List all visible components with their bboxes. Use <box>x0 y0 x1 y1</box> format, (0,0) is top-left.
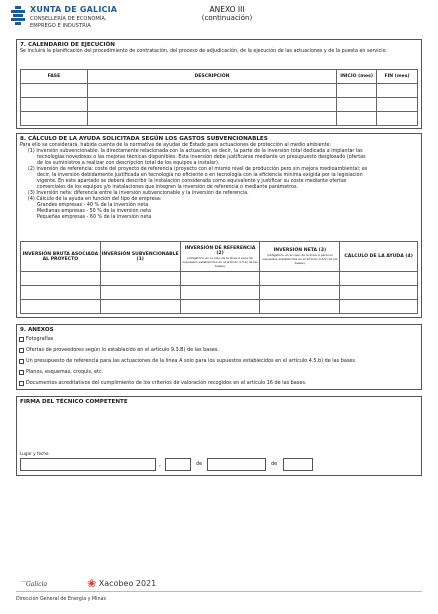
table-row <box>21 112 418 126</box>
place-input[interactable] <box>20 458 156 471</box>
checkbox[interactable] <box>19 348 24 353</box>
amount-cell[interactable] <box>180 286 260 300</box>
descripcion-cell[interactable] <box>87 112 336 126</box>
column-note: (obligatorio en el caso de la línea A para los supuestos establecidos en el artículo 4.5.b) de las bases) <box>182 255 258 268</box>
checkbox[interactable] <box>19 381 24 386</box>
column-header-gross-investment: INVERSIÓN BRUTA ASOCIADA AL PROYECTO <box>21 242 101 272</box>
item-line: vigente. En este apartado se deberá describir la instalación considerada como equivalente y justificar su coste mediante ofertas <box>37 179 347 184</box>
galicia-logo: ⌒Galicia <box>20 581 48 588</box>
section-9-title: 9. ANEXOS <box>20 327 54 333</box>
item-line: (1) Inversión subvencionable: la directamente relacionada con la actuación, es decir, la parte de la inversión total dedicada a implantar las <box>28 149 363 154</box>
year-input[interactable] <box>283 458 313 471</box>
section-7-description: Se incluirá la planificación del procedimiento de contratación, del proceso de adjudicación, de la ejecución de las actuaciones y de la puesta en servicio. <box>20 49 387 54</box>
department-line-1: CONSELLERÍA DE ECONOMÍA, <box>30 16 107 22</box>
item-line: decir, la inversión debidamente justificada en tecnología no eficiente o en tecnología con la eficiencia mínima exigida por la legislación <box>37 173 363 178</box>
amount-cell[interactable] <box>21 300 101 314</box>
item-line: (2) Inversión de referencia: coste del proyecto de referencia (proyecto con el mismo nivel de producción pero sin mejora medioambiental; es <box>28 167 368 172</box>
annex-item-supporting-documents: Documentos acreditativos del cumplimiento de los criterios de valoración recogidos en el artículo 16 de las bases. <box>17 378 421 389</box>
table-row <box>21 98 418 112</box>
signature-title: FIRMA DEL TÉCNICO COMPETENTE <box>20 399 128 405</box>
checkbox[interactable] <box>19 370 24 375</box>
table-row <box>21 300 418 314</box>
fase-cell[interactable] <box>21 112 88 126</box>
amount-cell[interactable] <box>260 300 340 314</box>
column-header-aid-calculation: CÁLCULO DE LA AYUDA (4) <box>340 242 418 272</box>
xacobeo-flower-icon: ❀ <box>87 577 97 590</box>
amount-cell[interactable] <box>21 286 101 300</box>
section-8-title: 8. CÁLCULO DE LA AYUDA SOLICITADA SEGÚN LOS GASTOS SUBVENCIONABLES <box>20 136 268 142</box>
annex-title: ANEXO III <box>209 5 245 14</box>
section-calendar <box>16 39 422 129</box>
inicio-cell[interactable] <box>337 84 377 98</box>
xunta-name: XUNTA DE GALICIA <box>30 5 118 14</box>
column-header-descripcion: DESCRIPCIÓN <box>87 70 336 84</box>
descripcion-cell[interactable] <box>87 84 336 98</box>
annex-item-photos: Fotografías <box>17 334 421 345</box>
amount-cell[interactable] <box>100 300 180 314</box>
amount-cell[interactable] <box>180 300 260 314</box>
month-input[interactable] <box>207 458 266 471</box>
annex-item-reference-budget: Un presupuesto de referencia para las actuaciones de la línea A solo para los supuestos establecidos en el artículo 4.5.b) de las bases. <box>17 356 421 367</box>
annex-item-plans: Planos, esquemas, croquis, etc. <box>17 367 421 378</box>
table-row <box>21 286 418 300</box>
column-header-fin: FIN (mes) <box>377 70 418 84</box>
day-input[interactable] <box>165 458 191 471</box>
footer-divider <box>16 591 422 592</box>
fin-cell[interactable] <box>377 84 418 98</box>
column-note: (obligatorio en el caso de la línea A para los supuestos establecidos en el artículo 4.5.b) de las bases) <box>262 253 338 265</box>
annex-item-offers: Ofertas de proveedores según lo establecido en el artículo 9.3.B) de las bases. <box>17 345 421 356</box>
item-line: Grandes empresas - 40 % de la inversión neta <box>37 203 149 208</box>
section-aid-calculation <box>16 133 422 318</box>
section-7-title: 7. CALENDARIO DE EJECUCIÓN <box>20 42 115 48</box>
column-header-eligible-investment: INVERSIÓN SUBVENCIONABLE (1) <box>100 242 180 272</box>
department-line-2: EMPREGO E INDUSTRIA <box>30 23 91 29</box>
fase-cell[interactable] <box>21 98 88 112</box>
descripcion-cell[interactable] <box>87 98 336 112</box>
aid-calculation-table <box>20 241 418 314</box>
amount-cell[interactable] <box>180 272 260 286</box>
comma-separator: , <box>159 461 161 468</box>
checkbox[interactable] <box>19 359 24 364</box>
annex-subtitle: (continuación) <box>201 14 253 22</box>
de-separator-2: de <box>271 461 278 467</box>
section-8-intro: Para ello se considerará, habida cuenta de la normativa de ayudas de Estado para actuaciones de protección al medio ambiente: <box>20 143 332 148</box>
amount-cell[interactable] <box>100 286 180 300</box>
calendar-table <box>20 69 418 126</box>
item-line: Pequeñas empresas - 60 % de la inversión neta <box>37 215 152 220</box>
column-header-reference-investment: INVERSIÓN DE REFERENCIA (2) (obligatorio en el caso de la línea A para los supuestos establecidos en el artículo 4.5.b) de las bases) <box>180 242 260 272</box>
item-line: (3) Inversión neta: diferencia entre la inversión subvencionable y la inversión de referencia. <box>28 191 249 196</box>
item-line: (4) Cálculo de la ayuda en función del tipo de empresa: <box>28 197 162 202</box>
column-header-fase: FASE <box>21 70 88 84</box>
amount-cell[interactable] <box>100 272 180 286</box>
amount-cell[interactable] <box>260 286 340 300</box>
xacobeo-logo: ❀ Xacobeo 2021 <box>87 577 157 590</box>
inicio-cell[interactable] <box>337 98 377 112</box>
directorate-name: Dirección General de Energía y Minas <box>16 597 106 602</box>
galicia-logo-mark-icon: ⌒ <box>20 581 27 588</box>
section-annexes <box>16 324 422 390</box>
table-row <box>21 84 418 98</box>
amount-cell[interactable] <box>340 272 418 286</box>
column-header-inicio: INICIO (mes) <box>337 70 377 84</box>
item-line: comerciales de los equipos y/o instalaciones que integren la inversión de referencia o mediante parámetros. <box>37 185 299 190</box>
column-header-net-investment: INVERSIÓN NETA (3) (obligatorio en el caso de la línea A para los supuestos establecidos en el artículo 4.5.b) de las bases) <box>260 242 340 272</box>
fin-cell[interactable] <box>377 112 418 126</box>
amount-cell[interactable] <box>21 272 101 286</box>
checkbox[interactable] <box>19 337 24 342</box>
amount-cell[interactable] <box>340 300 418 314</box>
table-row <box>21 272 418 286</box>
section-signature <box>16 396 422 476</box>
place-date-label: Lugar y fecha <box>20 451 49 456</box>
fase-cell[interactable] <box>21 84 88 98</box>
section-8-items <box>17 149 421 221</box>
item-line: Medianas empresas - 50 % de la inversión neta <box>37 209 151 214</box>
fin-cell[interactable] <box>377 98 418 112</box>
inicio-cell[interactable] <box>337 112 377 126</box>
de-separator-1: de <box>196 461 203 467</box>
amount-cell[interactable] <box>340 286 418 300</box>
item-line: tecnologías novedosas o las mejoras técnicas disponibles. Esta inversión debe justificarse mediante un presupuesto desglosado (ofertas <box>37 155 366 160</box>
xunta-coat-of-arms-icon <box>10 6 26 26</box>
item-line: de los suministros a realizar con descripción total de los equipos a instalar). <box>37 161 220 166</box>
document-header <box>10 5 428 35</box>
amount-cell[interactable] <box>260 272 340 286</box>
